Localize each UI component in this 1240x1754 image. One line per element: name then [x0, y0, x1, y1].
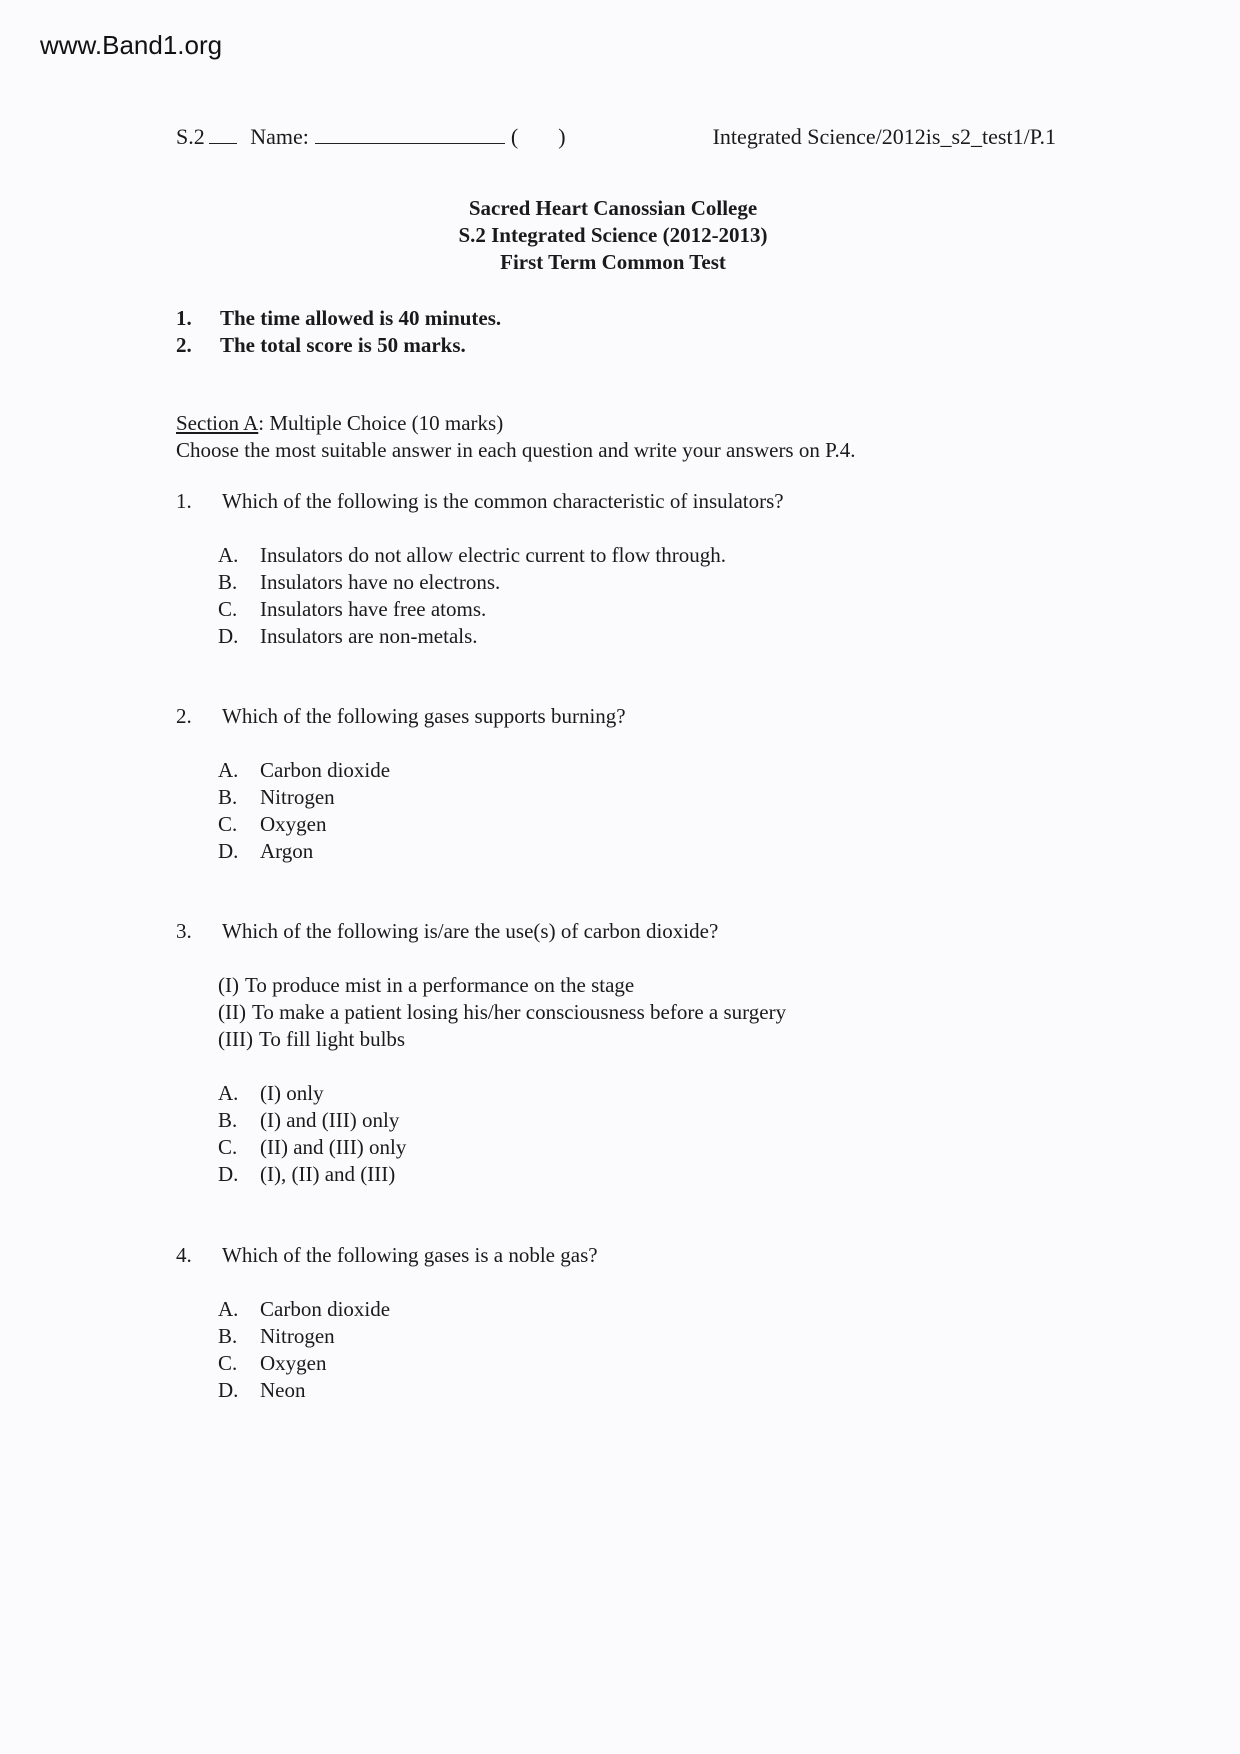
class-blank [209, 125, 237, 144]
page-reference: Integrated Science/2012is_s2_test1/P.1 [712, 124, 1056, 149]
option-d: D. Neon [218, 1378, 306, 1402]
option-a: A. Carbon dioxide [218, 758, 391, 782]
option-b: B. Nitrogen [218, 1324, 335, 1348]
question-stem: 3. Which of the following is/are the use(s) of carbon dioxide? [176, 919, 719, 943]
option-b: B. Insulators have no electrons. [218, 570, 501, 594]
option-list [218, 542, 1076, 650]
instruction-item: 1. The time allowed is 40 minutes. [176, 306, 502, 330]
question-stem: 4. Which of the following gases is a noble gas? [176, 1243, 598, 1267]
question-3 [176, 918, 1076, 1188]
page-header [176, 124, 1056, 154]
course-name: S.2 Integrated Science (2012-2013) [458, 223, 768, 247]
section-a-header [176, 410, 855, 464]
question-stem: 1. Which of the following is the common characteristic of insulators? [176, 489, 784, 513]
number-paren-close: ) [558, 124, 566, 149]
class-label: S.2 [176, 124, 205, 149]
section-heading-suffix: : Multiple Choice (10 marks) [258, 411, 504, 435]
option-a: A. (I) only [218, 1081, 324, 1105]
student-info [176, 124, 566, 150]
instructions [176, 305, 501, 359]
statement-item: (III) To fill light bulbs [218, 1027, 406, 1051]
test-name: First Term Common Test [500, 250, 726, 274]
option-c: C. Insulators have free atoms. [218, 597, 487, 621]
title-block [0, 195, 1226, 276]
section-heading: Section A [176, 411, 259, 435]
name-label: Name: [250, 124, 309, 149]
school-name: Sacred Heart Canossian College [468, 196, 758, 220]
question-1 [176, 488, 1076, 650]
option-b: B. Nitrogen [218, 785, 335, 809]
option-d: D. Argon [218, 839, 314, 863]
option-c: C. Oxygen [218, 1351, 327, 1375]
question-stem: 2. Which of the following gases supports burning? [176, 704, 626, 728]
statement-item: (II) To make a patient losing his/her consciousness before a surgery [218, 1000, 787, 1024]
section-instruction: Choose the most suitable answer in each question and write your answers on P.4. [176, 438, 856, 462]
option-c: C. Oxygen [218, 812, 327, 836]
instruction-item: 2. The total score is 50 marks. [176, 333, 466, 357]
name-blank [315, 125, 505, 144]
option-d: D. (I), (II) and (III) [218, 1162, 396, 1186]
number-paren-open: ( [510, 124, 519, 149]
option-a: A. Insulators do not allow electric current to flow through. [218, 543, 726, 567]
option-a: A. Carbon dioxide [218, 1297, 391, 1321]
option-c: C. (II) and (III) only [218, 1135, 407, 1159]
section-title [176, 410, 855, 437]
option-list [218, 1296, 1076, 1404]
option-b: B. (I) and (III) only [218, 1108, 400, 1132]
statement-item: (I) To produce mist in a performance on the stage [218, 973, 635, 997]
question-2 [176, 703, 1076, 865]
option-list [218, 1080, 1076, 1188]
question-4 [176, 1242, 1076, 1404]
option-list [218, 757, 1076, 865]
option-d: D. Insulators are non-metals. [218, 624, 478, 648]
statement-list [218, 972, 1076, 1053]
watermark-url: www.Band1.org [40, 30, 223, 60]
